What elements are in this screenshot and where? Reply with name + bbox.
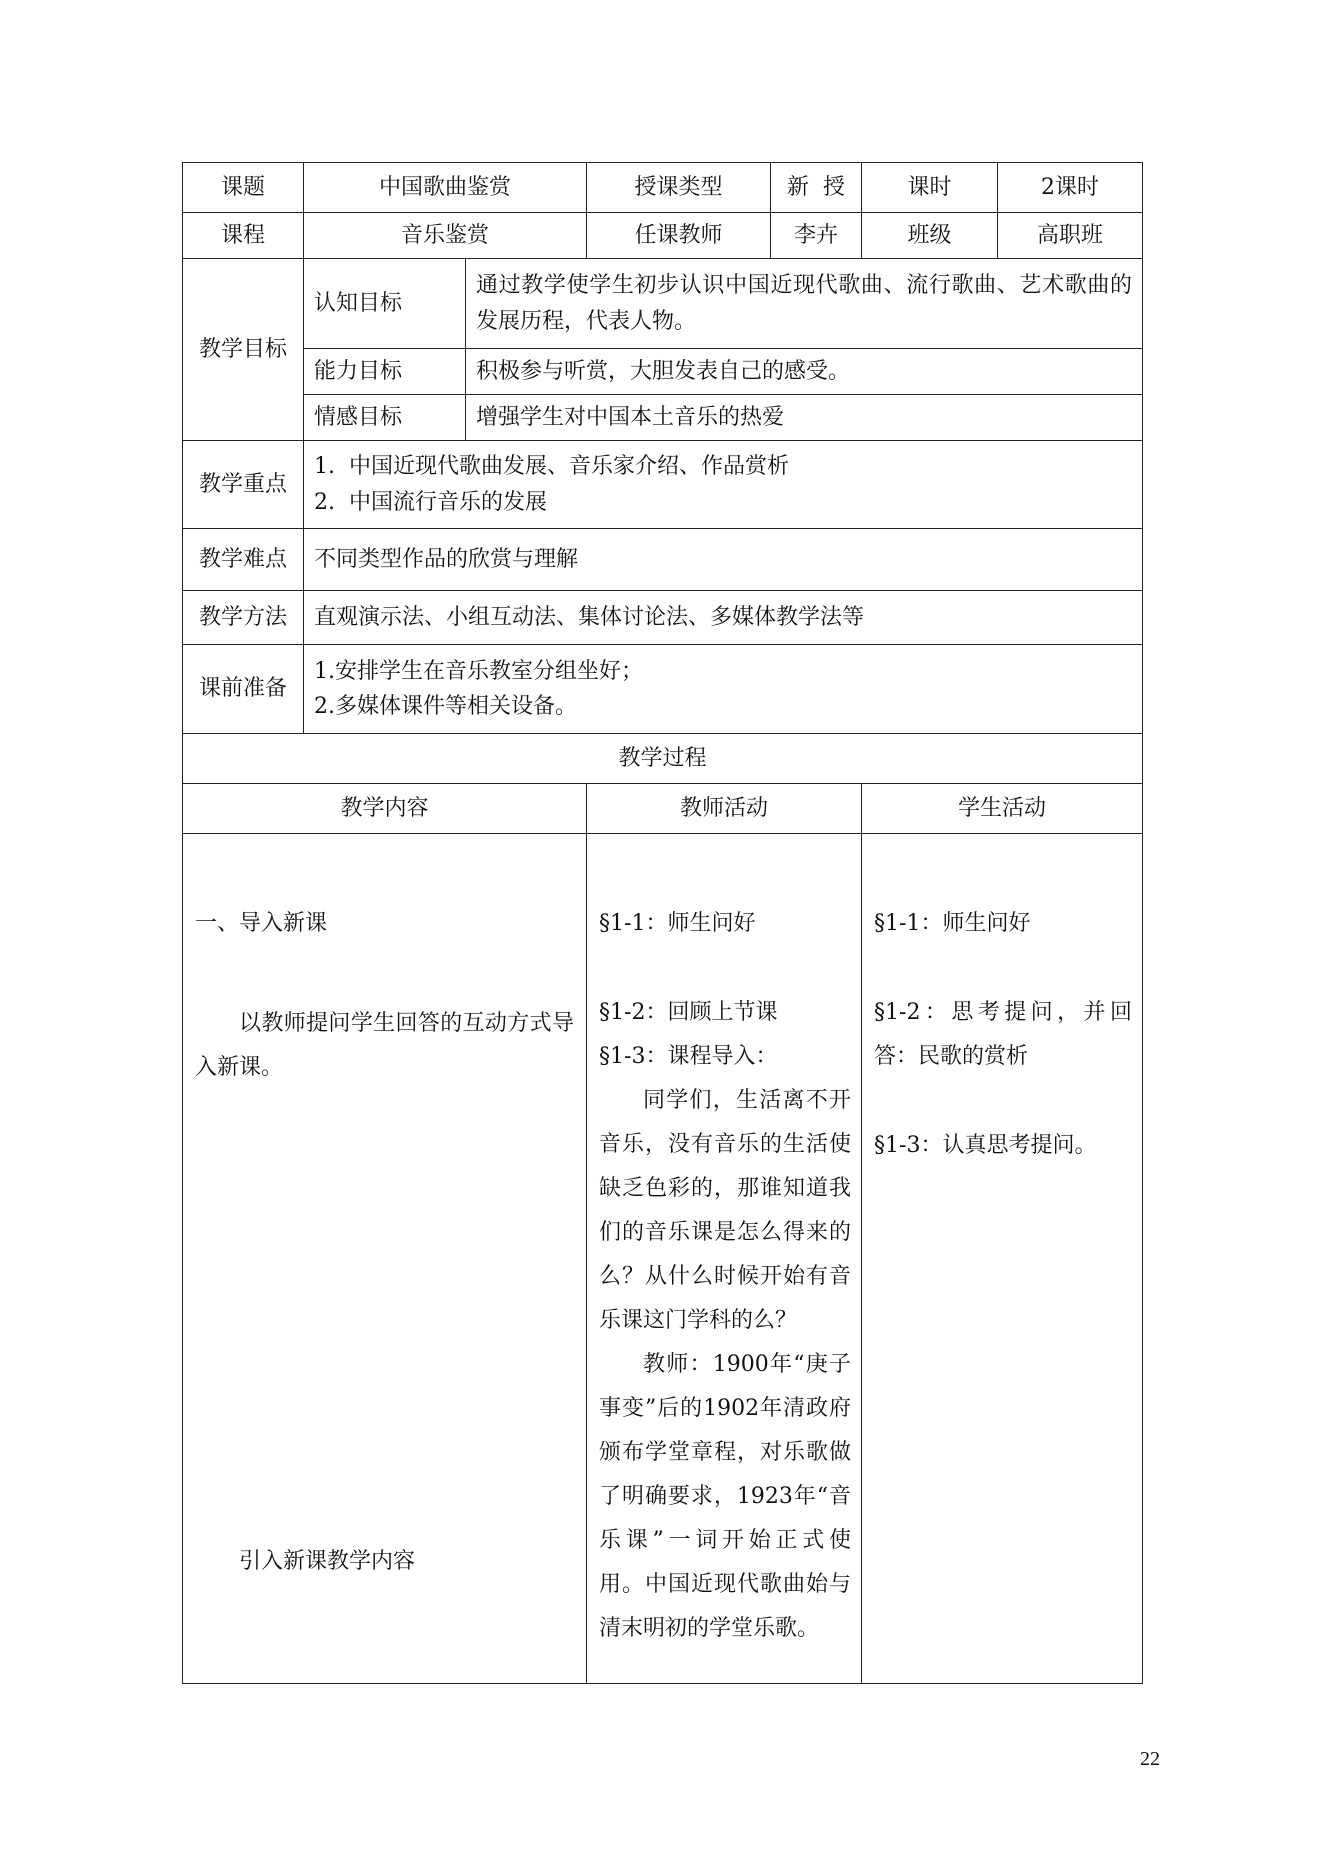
header-row-2	[183, 213, 1143, 259]
content-intro: 引入新课教学内容	[239, 1549, 416, 1574]
hours-label: 课时	[862, 163, 998, 213]
preparation-label: 课前准备	[183, 645, 304, 734]
key-points-value	[304, 441, 1143, 529]
difficulty-row	[183, 529, 1143, 591]
objective-emotion-row	[183, 395, 1143, 441]
teacher-step-3: §1-3：课程导入：	[599, 1044, 778, 1069]
class-label: 班级	[862, 213, 998, 259]
subject-value: 中国歌曲鉴赏	[304, 163, 587, 213]
process-body-row	[183, 834, 1143, 1684]
col-content-header: 教学内容	[183, 784, 587, 834]
teacher-label: 任课教师	[587, 213, 771, 259]
col-teacher-header: 教师活动	[587, 784, 862, 834]
emotion-label: 情感目标	[304, 395, 466, 441]
teacher-step-2: §1-2：回顾上节课	[599, 1000, 778, 1025]
difficulty-label: 教学难点	[183, 529, 304, 591]
header-row-1	[183, 163, 1143, 213]
teacher-paragraph-1: 同学们，生活离不开音乐，没有音乐的生活使缺乏色彩的，那谁知道我们的音乐课是怎么得来的么？从什么时候开始有音乐课这门学科的么？	[599, 1088, 852, 1333]
student-step-3: §1-3：认真思考提问。	[874, 1133, 1097, 1158]
key-points-row	[183, 441, 1143, 529]
teacher-value: 李卉	[771, 213, 862, 259]
type-label: 授课类型	[587, 163, 771, 213]
preparation-item: 1.安排学生在音乐教室分组坐好；	[314, 658, 643, 684]
teacher-step-1: §1-1：师生问好	[599, 911, 756, 936]
cognitive-value: 通过教学使学生初步认识中国近现代歌曲、流行歌曲、艺术歌曲的发展历程，代表人物。	[466, 259, 1143, 349]
key-point-item: 1. 中国近现代歌曲发展、音乐家介绍、作品赏析	[314, 454, 789, 480]
content-cell	[183, 834, 587, 1684]
content-section: 一、导入新课	[195, 911, 328, 936]
teacher-paragraph-2: 教师：1900年“庚子事变”后的1902年清政府颁布学堂章程，对乐歌做了明确要求，1923年“音乐课”一词开始正式使用。中国近现代歌曲始与清末明初的学堂乐歌。	[599, 1352, 852, 1641]
student-cell	[862, 834, 1143, 1684]
preparation-item: 2.多媒体课件等相关设备。	[314, 694, 577, 719]
key-point-item: 2. 中国流行音乐的发展	[314, 489, 547, 515]
objective-ability-row	[183, 349, 1143, 395]
col-student-header: 学生活动	[862, 784, 1143, 834]
hours-value: 2课时	[998, 163, 1143, 213]
method-row	[183, 591, 1143, 645]
ability-value: 积极参与听赏，大胆发表自己的感受。	[466, 349, 1143, 395]
type-value: 新 授	[771, 163, 862, 213]
key-points-label: 教学重点	[183, 441, 304, 529]
student-step-2: §1-2：思考提问，并回答：民歌的赏析	[874, 1000, 1133, 1069]
page-number: 22	[1140, 1748, 1160, 1770]
objective-cognitive-row	[183, 259, 1143, 349]
cognitive-label: 认知目标	[304, 259, 466, 349]
process-header-row	[183, 784, 1143, 834]
objectives-label: 教学目标	[183, 259, 304, 441]
teacher-cell	[587, 834, 862, 1684]
preparation-row	[183, 645, 1143, 734]
difficulty-value: 不同类型作品的欣赏与理解	[304, 529, 1143, 591]
process-title: 教学过程	[183, 734, 1143, 784]
course-value: 音乐鉴赏	[304, 213, 587, 259]
content-paragraph: 以教师提问学生回答的互动方式导入新课。	[195, 1011, 575, 1080]
preparation-value	[304, 645, 1143, 734]
subject-label: 课题	[183, 163, 304, 213]
course-label: 课程	[183, 213, 304, 259]
method-value: 直观演示法、小组互动法、集体讨论法、多媒体教学法等	[304, 591, 1143, 645]
emotion-value: 增强学生对中国本土音乐的热爱	[466, 395, 1143, 441]
student-step-1: §1-1：师生问好	[874, 911, 1031, 936]
process-title-row	[183, 734, 1143, 784]
class-value: 高职班	[998, 213, 1143, 259]
lesson-plan-table	[182, 162, 1143, 1684]
method-label: 教学方法	[183, 591, 304, 645]
ability-label: 能力目标	[304, 349, 466, 395]
